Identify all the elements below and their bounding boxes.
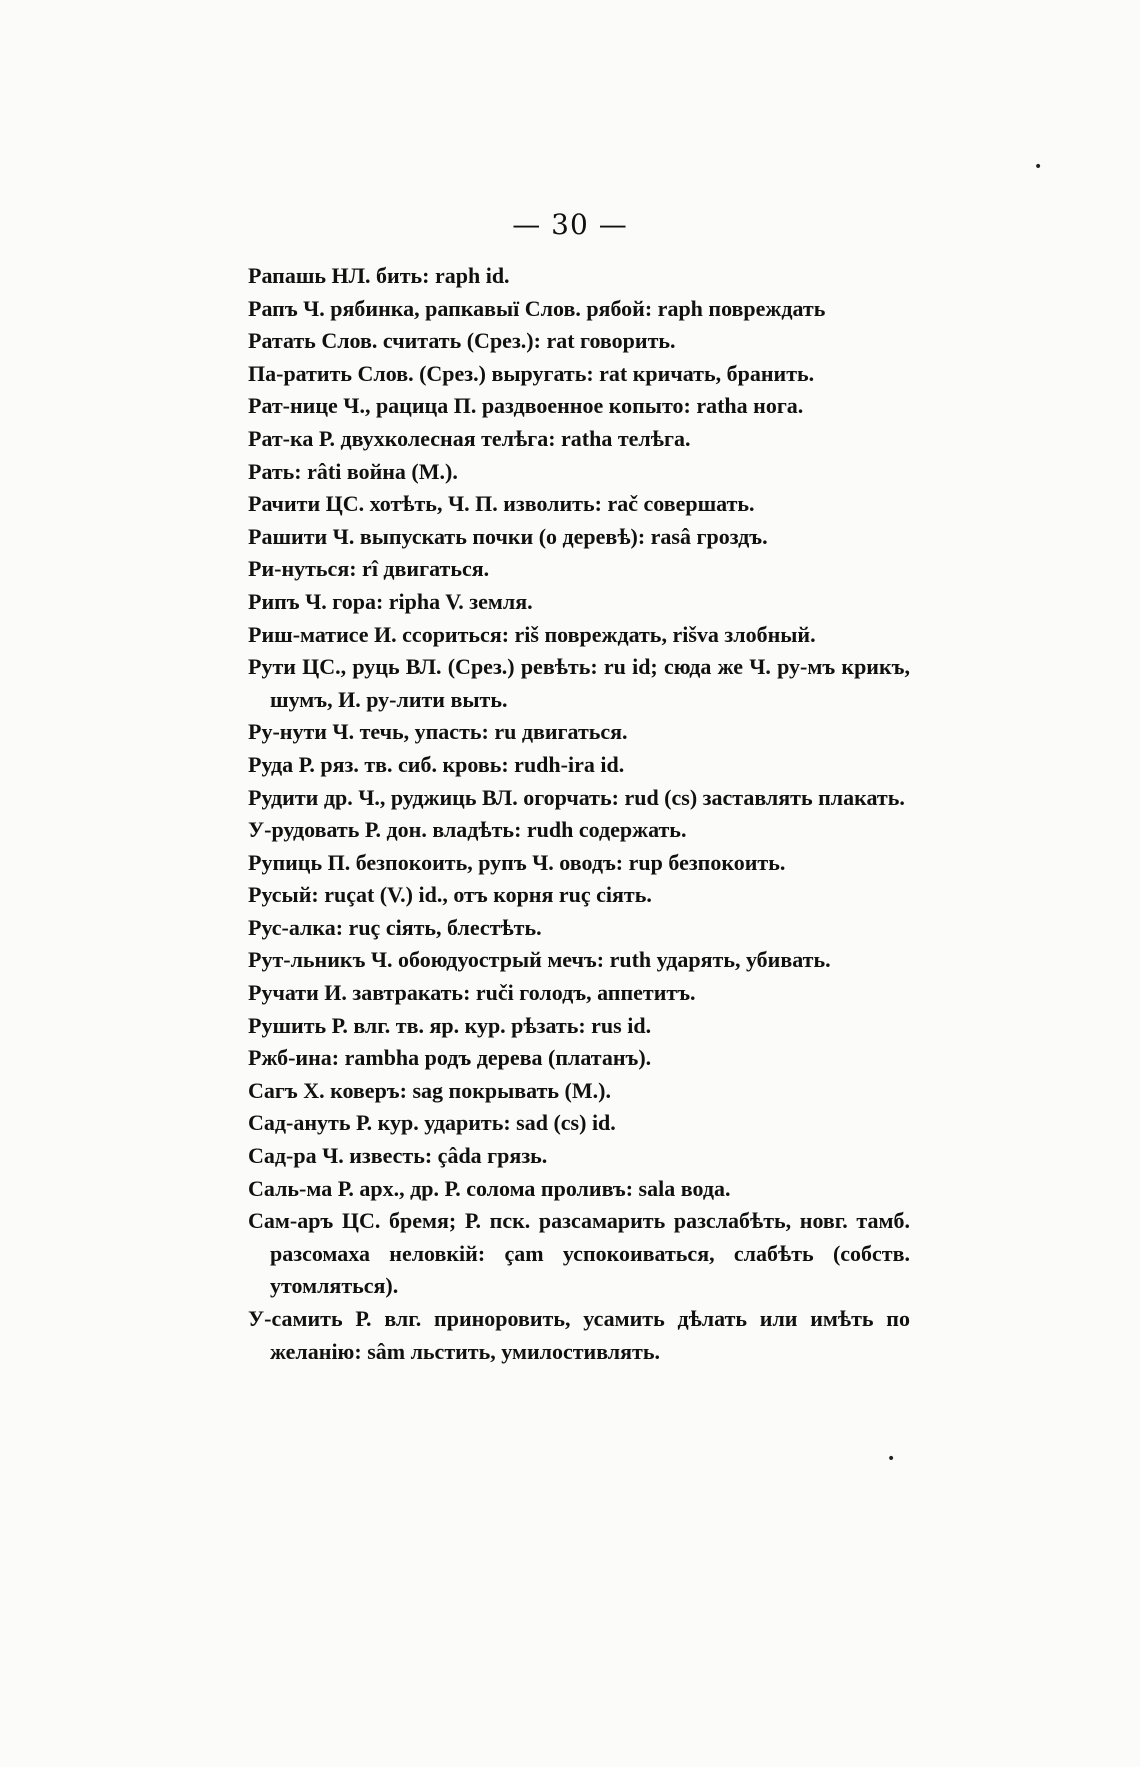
entry: Ржб-ина: rambha родъ дерева (платанъ). xyxy=(248,1045,652,1071)
entry: Сам-аръ ЦС. бремя; Р. пск. разсамарить разслабѣть, новг. тамб. разсомаха неловкій: çam успокоиваться, слабѣть (собств. утомляться). xyxy=(248,1208,910,1299)
entry: У-самить Р. влг. приноровить, усамить дѣлать или имѣть по желанію: sâm льстить, умилостивлять. xyxy=(248,1306,910,1364)
entry: Ри-нуться: rî двигаться. xyxy=(248,556,490,582)
entry: Рачити ЦС. хотѣть, Ч. П. изволить: rač совершать. xyxy=(248,491,755,517)
entry: Рапъ Ч. рябинка, рапкавыї Слов. рябой: raph повреждать xyxy=(248,295,826,321)
entry: Рупиць П. безпокоить, рупъ Ч. оводъ: rup безпокоить. xyxy=(248,849,786,875)
margin-speck: • xyxy=(887,1451,896,1467)
entry: Ратать Слов. считать (Срез.): rat говорить. xyxy=(248,328,676,354)
entry: Сад-ра Ч. известь: çâda грязь. xyxy=(248,1143,548,1169)
entry: Рать: râti война (М.). xyxy=(248,458,458,484)
entry: Рипъ Ч. гора: ripha V. земля. xyxy=(248,588,533,614)
entry: Рашити Ч. выпускать почки (о деревѣ): rasâ гроздъ. xyxy=(248,523,768,549)
entry: Ручати И. завтракать: ruči голодъ, аппетитъ. xyxy=(248,980,696,1006)
entry: Русый: ruçat (V.) id., отъ корня ruç сіять. xyxy=(248,882,652,908)
entry: Рут-льникъ Ч. обоюдуострый мечъ: ruth ударять, убивать. xyxy=(248,947,831,973)
entry: Ру-нути Ч. течь, упасть: ru двигаться. xyxy=(248,719,628,745)
page-number: — 30 — xyxy=(512,208,628,241)
entry: Рушить Р. влг. тв. яр. кур. рѣзать: rus id. xyxy=(248,1012,652,1038)
entry: Рат-нице Ч., рацица П. раздвоенное копыто: ratha нога. xyxy=(248,393,804,419)
entry: Риш-матисе И. ссориться: riš повреждать, rišva злобный. xyxy=(248,621,816,647)
entry: Рапашь НЛ. бить: raph id. xyxy=(248,263,510,288)
entry: Саль-ма Р. арх., др. Р. солома проливъ: sala вода. xyxy=(248,1175,731,1201)
entry: У-рудовать Р. дон. владѣть: rudh содержать. xyxy=(248,817,687,843)
entry: Рути ЦС., руць ВЛ. (Срез.) ревѣть: ru id; сюда же Ч. ру-мъ крикъ, шумъ, И. ру-лити выть. xyxy=(248,654,910,712)
entry: Рудити др. Ч., руджиць ВЛ. огорчать: rud (cs) заставлять плакать. xyxy=(248,784,905,810)
entry: Сагъ Х. коверъ: sag покрывать (М.). xyxy=(248,1077,611,1103)
entry: Руда Р. ряз. тв. сиб. кровь: rudh-ira id. xyxy=(248,751,625,777)
entry: Рат-ка Р. двухколесная телѣга: ratha телѣга. xyxy=(248,425,691,451)
entry: Па-ратить Слов. (Срез.) выругать: rat кричать, бранить. xyxy=(248,360,815,386)
margin-speck: • xyxy=(1034,159,1043,175)
dictionary-entries xyxy=(248,260,910,1368)
entry: Рус-алка: ruç сіять, блестѣть. xyxy=(248,914,542,940)
entry: Сад-ануть Р. кур. ударить: sad (cs) id. xyxy=(248,1110,616,1136)
